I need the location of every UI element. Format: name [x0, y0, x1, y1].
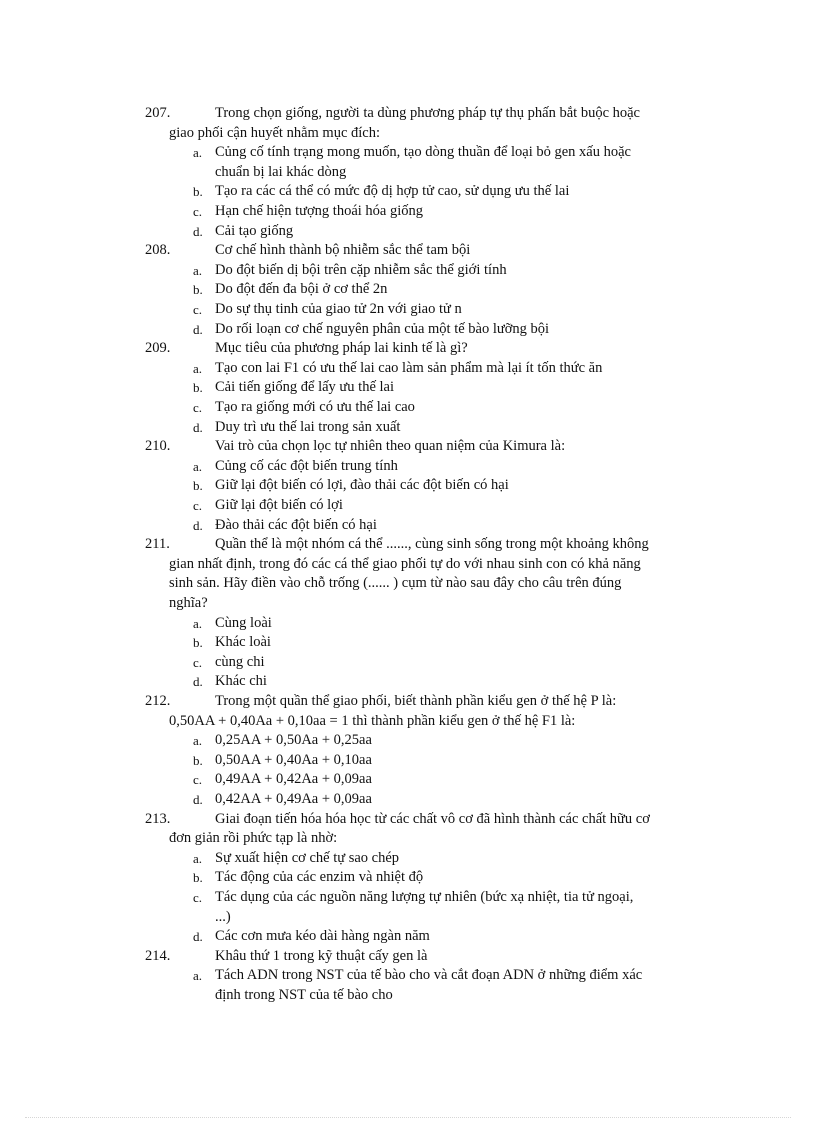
- option-letter: c.: [193, 400, 203, 415]
- question-stem-line: Cơ chế hình thành bộ nhiễm sắc thể tam bội: [215, 242, 471, 259]
- question-stem-line: Vai trò của chọn lọc tự nhiên theo quan niệm của Kimura là:: [215, 438, 566, 455]
- option-text-line: Tạo ra các cá thể có mức độ dị hợp tử cao, sử dụng ưu thế lai: [215, 183, 570, 200]
- option-letter: b.: [193, 282, 203, 298]
- option-letter: b.: [193, 380, 203, 396]
- option-text-line: Giữ lại đột biến có lợi: [215, 497, 343, 513]
- option-letter: c.: [193, 204, 203, 219]
- option-text-line: 0,42AA + 0,49Aa + 0,09aa: [215, 791, 372, 807]
- option-text-line: Tác dụng của các nguồn năng lượng tự nhiên (bức xạ nhiệt, tia tử ngoại,: [215, 889, 634, 905]
- option-letter: c.: [193, 498, 203, 513]
- option-text-line: Tác động của các enzim và nhiệt độ: [215, 869, 424, 886]
- question-stem-line: 0,50AA + 0,40Aa + 0,10aa = 1 thì thành phần kiểu gen ở thế hệ F1 là:: [169, 712, 576, 729]
- option-text-line: ...): [215, 908, 231, 925]
- option-text-line: 0,49AA + 0,42Aa + 0,09aa: [215, 771, 372, 788]
- option-text-line: Cải tiến giống để lấy ưu thế lai: [215, 379, 394, 396]
- option-text-line: 0,25AA + 0,50Aa + 0,25aa: [215, 732, 372, 749]
- question-stem-line: giao phối cận huyết nhằm mục đích:: [169, 124, 381, 141]
- option-letter: b.: [193, 184, 203, 200]
- option-text-line: 0,50AA + 0,40Aa + 0,10aa: [215, 751, 372, 768]
- option-text-line: Tạo ra giống mới có ưu thế lai cao: [215, 399, 415, 415]
- question-number: 210.: [145, 438, 171, 455]
- option-text-line: Tạo con lai F1 có ưu thế lai cao làm sản phẩm mà lại ít tốn thức ăn: [215, 359, 603, 376]
- question-number: 214.: [145, 947, 171, 964]
- option-letter: d.: [193, 929, 203, 945]
- option-letter: b.: [193, 870, 203, 886]
- option-text-line: Hạn chế hiện tượng thoái hóa giống: [215, 203, 424, 219]
- option-letter: d.: [193, 419, 203, 435]
- option-text-line: Cải tạo giống: [215, 222, 294, 239]
- option-text-line: cùng chi: [215, 653, 265, 670]
- option-letter: a.: [193, 262, 203, 278]
- option-text-line: Do rối loạn cơ chế nguyên phân của một tế bào lưỡng bội: [215, 320, 550, 337]
- question-stem-line: Quần thể là một nhóm cá thể ......, cùng sinh sống trong một khoảng không: [215, 536, 649, 553]
- question-stem-line: gian nhất định, trong đó các cá thể giao phối tự do với nhau sinh con có khả năng: [169, 555, 641, 572]
- option-letter: d.: [193, 223, 203, 239]
- option-letter: b.: [193, 635, 203, 651]
- option-letter: c.: [193, 890, 203, 905]
- option-letter: a.: [193, 968, 203, 984]
- question-stem-line: nghĩa?: [169, 595, 208, 611]
- option-text-line: Do sự thụ tinh của giao tử 2n với giao tử n: [215, 301, 462, 317]
- option-text-line: Đào thải các đột biến có hại: [215, 516, 377, 533]
- option-text-line: Củng cố tính trạng mong muốn, tạo dòng thuần để loại bỏ gen xấu hoặc: [215, 144, 631, 161]
- option-letter: b.: [193, 752, 203, 768]
- option-text-line: Do đột biến dị bội trên cặp nhiễm sắc thể giới tính: [215, 261, 507, 278]
- option-letter: a.: [193, 360, 203, 376]
- option-letter: a.: [193, 850, 203, 866]
- option-letter: c.: [193, 302, 203, 317]
- option-letter: a.: [193, 458, 203, 474]
- option-text-line: Giữ lại đột biến có lợi, đào thải các đột biến có hại: [215, 477, 509, 494]
- question-number: 213.: [145, 810, 171, 827]
- question-number: 211.: [145, 536, 170, 553]
- option-text-line: Cùng loài: [215, 614, 272, 631]
- question-stem-line: Khâu thứ 1 trong kỹ thuật cấy gen là: [215, 947, 428, 964]
- option-letter: a.: [193, 145, 203, 161]
- option-text-line: Tách ADN trong NST của tế bào cho và cắt đoạn ADN ở những điểm xác: [215, 967, 643, 984]
- option-letter: a.: [193, 615, 203, 631]
- question-number: 208.: [145, 242, 171, 259]
- option-text-line: Khác chi: [215, 673, 267, 690]
- option-text-line: Duy trì ưu thế lai trong sản xuất: [215, 418, 401, 435]
- question-stem-line: Trong một quần thể giao phối, biết thành phần kiểu gen ở thế hệ P là:: [215, 693, 617, 709]
- option-text-line: định trong NST của tế bào cho: [215, 987, 393, 1003]
- option-letter: c.: [193, 772, 203, 788]
- option-text-line: Củng cố các đột biến trung tính: [215, 457, 398, 474]
- question-stem-line: Trong chọn giống, người ta dùng phương pháp tự thụ phấn bắt buộc hoặc: [215, 105, 640, 121]
- option-letter: a.: [193, 733, 203, 749]
- question-stem-line: sinh sản. Hãy điền vào chỗ trống (...... ) cụm từ nào sau đây cho câu trên đúng: [169, 575, 622, 592]
- question-number: 207.: [145, 105, 171, 121]
- question-stem-line: Mục tiêu của phương pháp lai kinh tế là gì?: [215, 340, 468, 357]
- option-text-line: Do đột đến đa bội ở cơ thể 2n: [215, 281, 388, 298]
- option-letter: d.: [193, 517, 203, 533]
- question-stem-line: Giai đoạn tiến hóa hóa học từ các chất vô cơ đã hình thành các chất hữu cơ: [215, 810, 650, 827]
- option-text-line: Sự xuất hiện cơ chế tự sao chép: [215, 849, 400, 866]
- question-stem-line: đơn giản rồi phức tạp là nhờ:: [169, 830, 338, 847]
- question-number: 212.: [145, 693, 171, 709]
- option-text-line: chuẩn bị lai khác dòng: [215, 163, 347, 180]
- option-letter: d.: [193, 674, 203, 690]
- option-letter: d.: [193, 321, 203, 337]
- option-letter: d.: [193, 792, 203, 807]
- option-letter: c.: [193, 654, 203, 670]
- page-bottom-divider: [25, 1117, 791, 1118]
- option-letter: b.: [193, 478, 203, 494]
- option-text-line: Khác loài: [215, 634, 271, 651]
- option-text-line: Các cơn mưa kéo dài hàng ngàn năm: [215, 928, 430, 945]
- question-number: 209.: [145, 340, 171, 357]
